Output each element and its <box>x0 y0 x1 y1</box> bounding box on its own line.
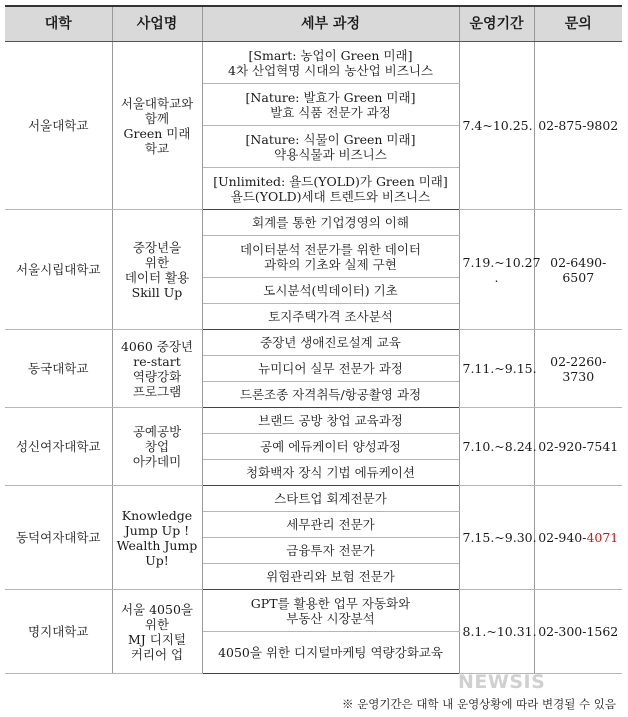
program-cell: 서울 4050을 위한 MJ 디지털 커리어 업 <box>112 590 202 674</box>
university-cell: 서울시립대학교 <box>5 210 112 330</box>
newsis-watermark: NEWSIS <box>458 671 546 693</box>
header-contact: 문의 <box>534 6 622 42</box>
contact-cell: 02-2260-3730 <box>534 330 622 408</box>
program-cell: 중장년을 위한 데이터 활용 Skill Up <box>112 210 202 330</box>
header-university: 대학 <box>5 6 112 42</box>
contact-cell: 02-6490-6507 <box>534 210 622 330</box>
program-table <box>5 5 622 674</box>
course-cell: [Unlimited: 욜드(YOLD)가 Green 미래] 욜드(YOLD)세대 트렌드와 비즈니스 <box>202 168 459 210</box>
course-cell: 드론조종 자격취득/항공촬영 과정 <box>202 382 459 408</box>
university-cell: 명지대학교 <box>5 590 112 674</box>
course-cell: 뉴미디어 실무 전문가 과정 <box>202 356 459 382</box>
contact-cell: 02-300-1562 <box>534 590 622 674</box>
course-cell: 브랜드 공방 창업 교육과정 <box>202 408 459 434</box>
period-cell: 7.11.~9.15. <box>459 330 534 408</box>
course-cell: 중장년 생애진로설계 교육 <box>202 330 459 356</box>
table-row <box>5 408 622 434</box>
header-period: 운영기간 <box>459 6 534 42</box>
table-row <box>5 330 622 356</box>
contact-number-suffix: 4071 <box>586 530 619 545</box>
program-cell: 공예공방 창업 아카데미 <box>112 408 202 486</box>
program-cell: 서울대학교와 함께 Green 미래 학교 <box>112 42 202 210</box>
period-cell: 7.19.~10.27 . <box>459 210 534 330</box>
contact-cell: 02-920-7541 <box>534 408 622 486</box>
period-cell: 8.1.~10.31. <box>459 590 534 674</box>
course-cell: 데이터분석 전문가를 위한 데이터 과학의 기초와 실제 구현 <box>202 236 459 278</box>
course-cell: [Nature: 식물이 Green 미래] 약용식물과 비즈니스 <box>202 126 459 168</box>
contact-number-prefix: 02-940- <box>538 530 587 545</box>
course-cell: 도시분석(빅데이터) 기초 <box>202 278 459 304</box>
course-cell: 공예 에듀케이터 양성과정 <box>202 434 459 460</box>
course-cell: GPT를 활용한 업무 자동화와 부동산 시장분석 <box>202 590 459 632</box>
course-cell: 금융투자 전문가 <box>202 538 459 564</box>
header-course: 세부 과정 <box>202 6 459 42</box>
table-row <box>5 42 622 84</box>
footnote: ※ 운영기간은 대학 내 운영상황에 따라 변경될 수 있음 <box>341 697 616 711</box>
university-cell: 동덕여자대학교 <box>5 486 112 590</box>
course-cell: 위험관리와 보험 전문가 <box>202 564 459 590</box>
course-cell: 회계를 통한 기업경영의 이해 <box>202 210 459 236</box>
contact-cell <box>534 486 622 590</box>
period-cell: 7.4~10.25. <box>459 42 534 210</box>
program-cell: Knowledge Jump Up ! Wealth Jump Up! <box>112 486 202 590</box>
header-program: 사업명 <box>112 6 202 42</box>
course-cell: [Smart: 농업이 Green 미래] 4차 산업혁명 시대의 농산업 비즈니스 <box>202 42 459 84</box>
course-cell: [Nature: 발효가 Green 미래] 발효 식품 전문가 과정 <box>202 84 459 126</box>
course-cell: 4050을 위한 디지털마케팅 역량강화교육 <box>202 632 459 674</box>
table-row <box>5 590 622 632</box>
course-cell: 세무관리 전문가 <box>202 512 459 538</box>
period-cell: 7.10.~8.24. <box>459 408 534 486</box>
course-cell: 청화백자 장식 기법 에듀케이션 <box>202 460 459 486</box>
university-cell: 서울대학교 <box>5 42 112 210</box>
university-cell: 동국대학교 <box>5 330 112 408</box>
program-cell: 4060 중장년 re-start 역량강화 프로그램 <box>112 330 202 408</box>
table-row <box>5 210 622 236</box>
contact-cell: 02-875-9802 <box>534 42 622 210</box>
table-header-row <box>5 6 622 42</box>
university-cell: 성신여자대학교 <box>5 408 112 486</box>
period-cell: 7.15.~9.30. <box>459 486 534 590</box>
table-row <box>5 486 622 512</box>
course-cell: 스타트업 회계전문가 <box>202 486 459 512</box>
course-cell: 토지주택가격 조사분석 <box>202 304 459 330</box>
